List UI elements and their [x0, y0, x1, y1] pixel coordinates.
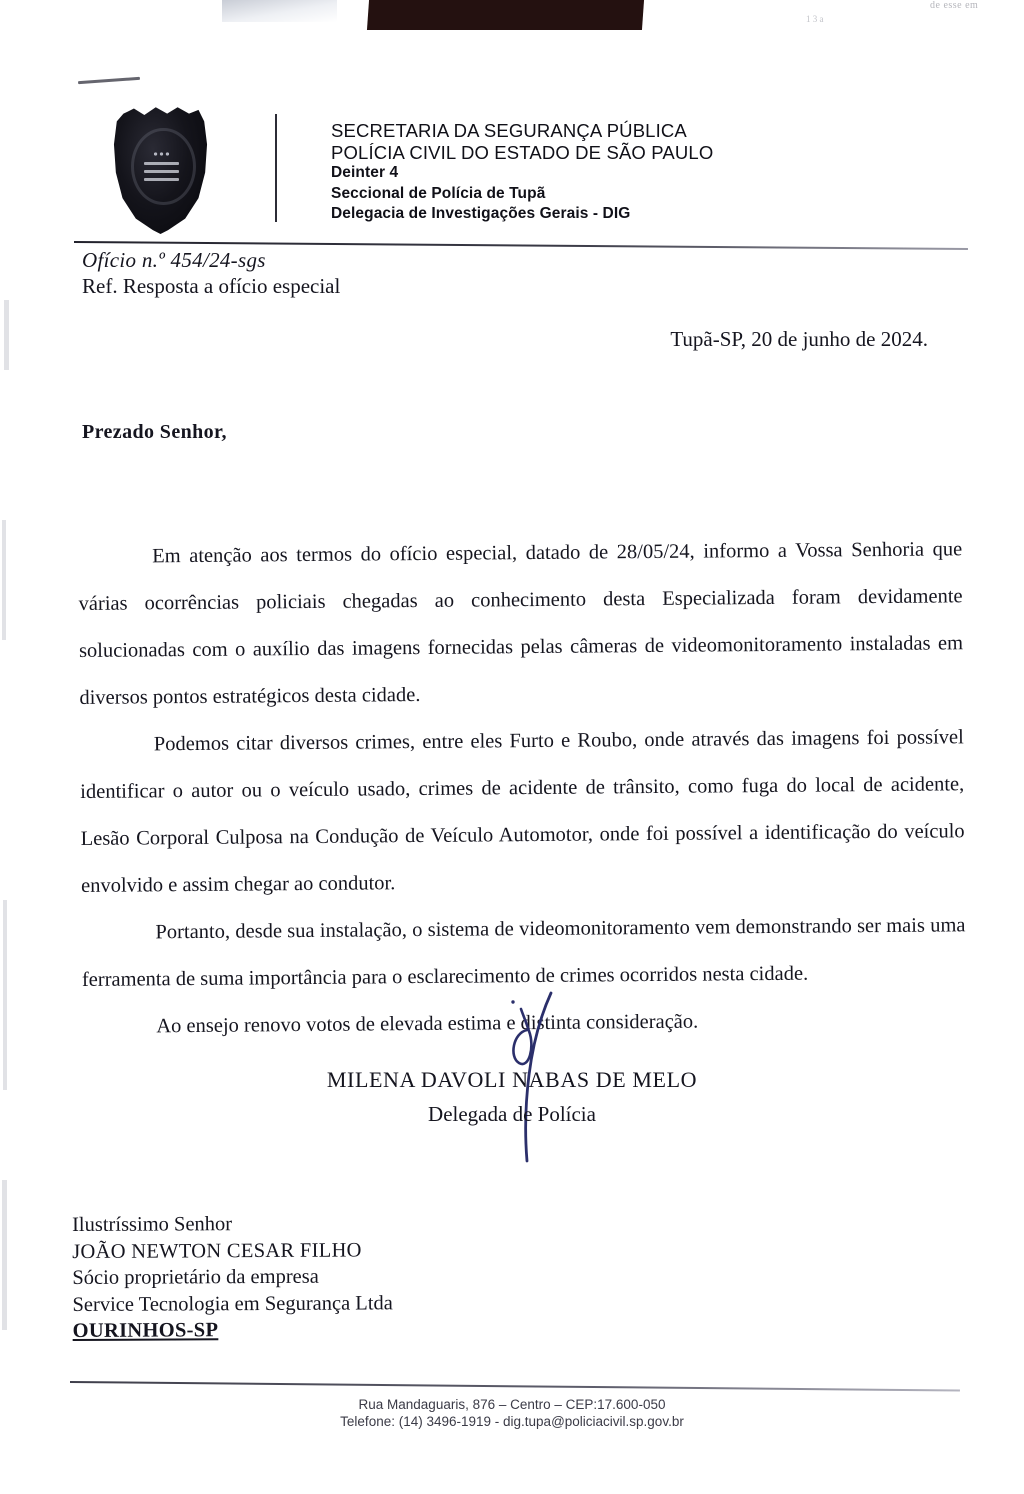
staple-mark-artifact: [78, 77, 140, 84]
unit-line-deinter: Deinter 4: [331, 164, 399, 181]
recipient-honorific: Ilustríssimo Senhor: [72, 1213, 233, 1236]
organization-line-2: POLÍCIA CIVIL DO ESTADO DE SÃO PAULO: [331, 141, 714, 163]
scan-dark-bar-artifact: [367, 0, 644, 30]
date-line: Tupã-SP, 20 de junho de 2024.: [670, 327, 928, 351]
recipient-city: OURINHOS-SP: [72, 1319, 219, 1342]
oficio-number: Ofício n.º 454/24-sgs: [82, 248, 266, 272]
recipient-block: [72, 1210, 393, 1344]
scan-smudge-artifact: [222, 0, 337, 22]
letterhead-divider: [275, 114, 277, 222]
footer-address: Rua Mandaguaris, 876 – Centro – CEP:17.600-050: [358, 1397, 666, 1412]
signature-block: [0, 985, 1024, 1170]
body-paragraph-2: Podemos citar diversos crimes, entre eles Furto e Roubo, onde através das imagens foi possível identificar o autor ou o veículo usado, crimes de acidente de trânsito, como fuga do local de acidente, Lesão Corporal Culposa na Condução de Veículo Automotor, onde foi possível a identificação do veículo envolvido e assim chegar ao condutor.: [80, 726, 965, 897]
recipient-company: Service Tecnologia em Segurança Ltda: [72, 1291, 393, 1316]
unit-line-seccional: Seccional de Polícia de Tupã: [331, 184, 546, 202]
police-badge-icon: [113, 106, 208, 234]
scan-ghost-text-small: 1 3 a: [806, 14, 824, 24]
recipient-name: JOÃO NEWTON CESAR FILHO: [72, 1238, 362, 1263]
letter-body: [78, 526, 966, 1051]
body-paragraph-1: Em atenção aos termos do ofício especial, datado de 28/05/24, informo a Vossa Senhoria que várias ocorrências policiais chegadas ao conhecimento desta Especializada foram devidamente solucionadas com o auxílio das imagens fornecidas pelas câmeras de videomonitoramento instaladas em diversos pontos estratégicos desta cidade.: [78, 538, 964, 709]
letterhead: [0, 100, 1024, 240]
edge-fleck-artifact: [2, 520, 6, 640]
scan-ghost-text-right: de esse em: [930, 0, 979, 11]
signatory-role: Delegada de Polícia: [428, 1102, 596, 1126]
recipient-role: Sócio proprietário da empresa: [72, 1265, 319, 1289]
footer-contact: Telefone: (14) 3496-1919 - dig.tupa@policiacivil.sp.gov.br: [340, 1414, 684, 1429]
body-paragraph-3: Portanto, desde sua instalação, o sistema de videomonitoramento vem demonstrando ser mais uma ferramenta de suma importância para o esclarecimento de crimes ocorridos nesta cidade.: [81, 914, 966, 991]
body-paragraph-4: Ao ensejo renovo votos de elevada estima e distinta consideração.: [156, 1010, 699, 1038]
organization-line-1: SECRETARIA DA SEGURANÇA PÚBLICA: [331, 120, 687, 141]
reference-block: [82, 247, 340, 300]
footer-block: [0, 1396, 1024, 1430]
salutation: Prezado Senhor,: [82, 421, 227, 443]
edge-fleck-artifact: [2, 1180, 7, 1330]
organization-block: [331, 120, 713, 225]
signatory-name: MILENA DAVOLI NABAS DE MELO: [326, 1067, 698, 1092]
footer-horizontal-rule: [70, 1381, 960, 1392]
unit-line-delegacia: Delegacia de Investigações Gerais - DIG: [331, 205, 631, 222]
reference-subject: Ref. Resposta a ofício especial: [82, 274, 341, 298]
